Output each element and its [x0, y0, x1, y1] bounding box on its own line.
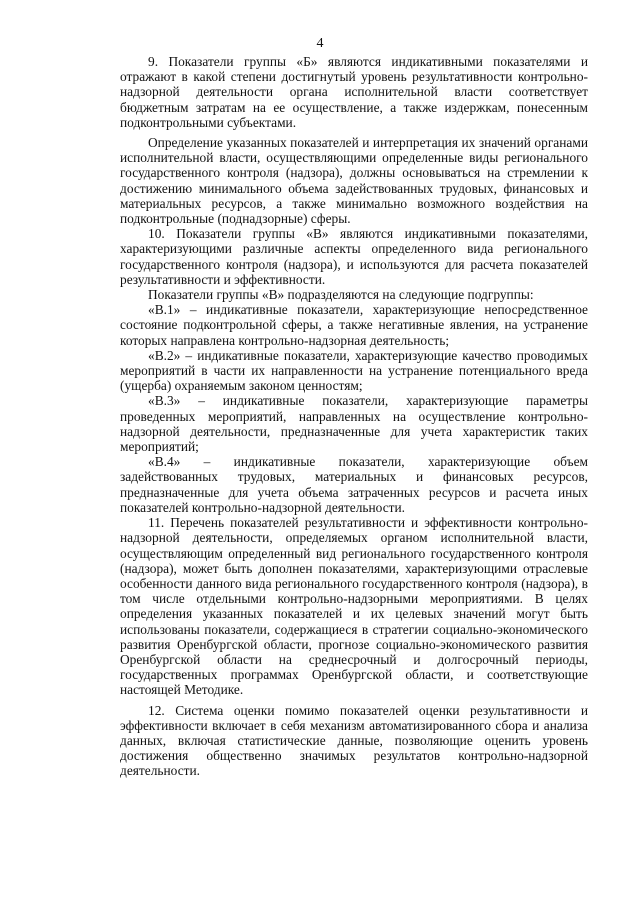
subgroup-v2: «В.2» – индикативные показатели, характеризующие качество проводимых мероприятий в части их направленности на устранение потенциального вреда (ущерба) охраняемым законом ценностям; — [120, 347, 588, 394]
paragraph-10-subgroups-intro: Показатели группы «В» подразделяются на следующие подгруппы: — [148, 287, 534, 303]
subgroup-v4: «В.4» – индикативные показатели, характеризующие объем задействованных трудовых, материальных и финансовых ресурсов, предназначенные для учета объема затраченных ресурсов и расчета иных показателей контрольно-надзорной деятельности. — [120, 454, 588, 515]
subgroup-v3: «В.3» – индикативные показатели, характеризующие параметры проведенных мероприятий, направленных на осуществление контрольно-надзорной деятельности, предназначенные для учета характеристик таких мероприятий; — [120, 393, 588, 455]
subgroup-v1: «В.1» – индикативные показатели, характеризующие непосредственное состояние подконтрольной сферы, а также негативные явления, на устранение которых направлена контрольно-надзорная деятельность; — [120, 302, 588, 348]
paragraph-9-continued: Определение указанных показателей и интерпретация их значений органами исполнительной власти, осуществляющими определенные виды регионального государственного контроля (надзора), должны основываться на стремлении к достижению минимального объема задействованных трудовых, финансовых и материальных ресурсов, а также минимально возможного воздействия на подконтрольные (поднадзорные) сферы. — [120, 135, 588, 227]
page-number: 4 — [316, 36, 324, 51]
paragraph-12: 12. Система оценки помимо показателей оценки результативности и эффективности включает в себя механизм автоматизированного сбора и анализа данных, включая статистические данные, позволяющие оценить уровень достижения общественно значимых результатов контрольно-надзорной деятельности. — [120, 702, 588, 779]
paragraph-10: 10. Показатели группы «В» являются индикативными показателями, характеризующими различные аспекты определенного вида регионального государственного контроля (надзора), и используются для расчета показателей результативности и эффективности. — [120, 226, 588, 287]
paragraph-9: 9. Показатели группы «Б» являются индикативными показателями и отражают в какой степени достигнутый уровень результативности контрольно-надзорной деятельности органа исполнительной власти соответствует бюджетным затратам на ее осуществление, а также издержкам, понесенным подконтрольными субъектами. — [120, 54, 588, 130]
document-body — [120, 54, 588, 779]
paragraph-11: 11. Перечень показателей результативности и эффективности контрольно-надзорной деятельности, определяемых органом исполнительной власти, осуществляющим определенный вид регионального государственного контроля (надзора), может быть дополнен показателями, характеризующими отраслевые особенности данного вида регионального государственного контроля (надзора), в том числе отдельными контрольно-надзорными мероприятиями. В целях определения указанных показателей и их целевых значений могут быть использованы показатели, содержащиеся в стратегии социально-экономического развития Оренбургской области, прогнозе социально-экономического развития Оренбургской области на среднесрочный и долгосрочный периоды, государственных программах Оренбургской области, и соответствующие настоящей Методике. — [120, 515, 588, 698]
